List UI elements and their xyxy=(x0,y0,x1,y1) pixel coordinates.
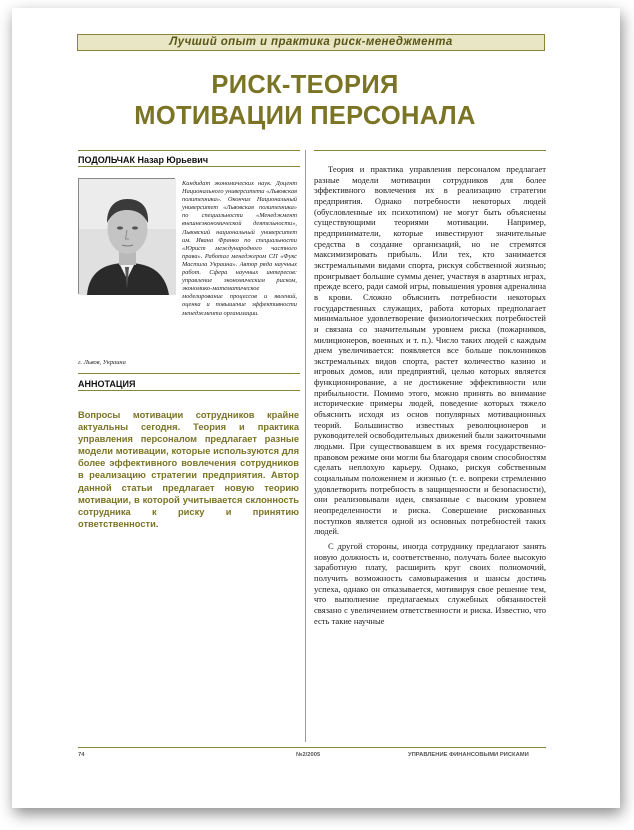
author-top-rule xyxy=(78,150,300,151)
column-divider xyxy=(305,150,306,742)
body-top-rule xyxy=(314,150,546,151)
body-paragraph-2: С другой стороны, иногда сотруднику предлагают занять новую должность и, соответственно, получать более высокую заработную плату, расширить круг своих полномочий, получить возможность самовыражения и шансы достичь успеха, однако он отказывается, мотивируя свое решение тем, что выполнение предлагаемых служебных обязанностей связано с увеличением ответственности и риска. Известно, что есть такие научные xyxy=(314,540,546,626)
section-header: Лучший опыт и практика риск-менеджмента xyxy=(77,34,545,51)
footer-journal: УПРАВЛЕНИЕ ФИНАНСОВЫМИ РИСКАМИ xyxy=(408,752,529,758)
article-title-line-1: РИСК-ТЕОРИЯ xyxy=(211,71,399,99)
author-name: ПОДОЛЬЧАК Назар Юрьевич xyxy=(78,155,209,165)
author-under-rule xyxy=(78,166,300,167)
annotation-text: Вопросы мотивации сотрудников крайне актуальны сегодня. Теория и практика управления персоналом предлагает разные модели мотивации, которые используются для более эффективного вовлечения сотрудников в реализацию стратегии предприятия. Автор данной статьи предлагает новую теорию мотивации, в которой учитывается склонность сотрудника к риску и принятию ответственности. xyxy=(78,410,299,529)
body-paragraph-1: Теория и практика управления персоналом предлагает разные модели мотивации сотрудников для более эффективного вовлечения их в реализацию стратегии предприятия. Однако потребности некоторых людей (обусловленные их психотипом) не могут быть объяснены существующими теориями мотивации. Например, предприниматели, которые инвестируют значительные средства в создание организаций, но не стремятся максимизировать прибыль. Или тех, кто занимается экстремальными видами спорта, рискуя собственной жизнью; проигрывает большие суммы денег, участвуя в азартных играх, прежде всего, ради самой игры, повышения уровня адреналина в крови. Сложно объяснить потребности некоторых государственных служащих, работа которых предполагает минимальное удовлетворение физиологических потребностей и связана со значительным уровнем риска (пожарников, милиционеров, военных и т. п.). Число таких людей с каждым днем увеличивается: появляется все больше поклонников экстремальных видов спорта, растет количество казино и игровых домов, или предприятий, целью которых является функционирование, а не достижение эффективности или прибыльности. Помимо этого, можно принять во внимание исторические примеры людей, поведение которых тяжело объяснить исходя из основ популярных мотивационных теорий. Большинство известных революционеров и руководителей освободительных движений были зажиточными людьми. При существовавшем в их время государственно-правовом режиме они могли бы благодаря своим способностям сделать неплохую карьеру. Однако, рискуя собственным социальным положением и жизнью (т. е. вопреки стремлению удовлетворить потребность в защищенности и безопасности), они реализовывали идеи, связанные с высоким уровнем неопределенности и риска. Совершение рискованных поступков является одной из основных потребностей таких людей. xyxy=(314,164,546,537)
author-location: г. Львов, Украина xyxy=(78,359,126,366)
author-bio: Кандидат экономических наук. Доцент Национального университета «Львовская политехника». Окончил Национальный университет «Львовская политехника» по специальности «Менеджмент внешнеэкономической деятельности», Львовский национальный университет им. Ивана Франко по специальности «Юрист международного частного права». Работал менеджером СП «Фукс Мастила Украина». Автор ряда научных работ. Сфера научных интересов: управление экономическим риском, экономико-математическое моделирование процессов и явлений, оценка и повышение эффективности менеджмента организации. xyxy=(182,180,297,317)
annotation-top-rule xyxy=(78,373,300,374)
portrait-image xyxy=(79,179,176,295)
author-photo xyxy=(78,178,175,294)
annotation-heading: АННОТАЦИЯ xyxy=(78,379,136,389)
footer-page-number: 74 xyxy=(78,752,85,758)
footer-rule xyxy=(78,747,546,748)
annotation-under-rule xyxy=(78,390,300,391)
footer-issue: №2/2005 xyxy=(296,752,321,758)
article-title-line-2: МОТИВАЦИИ ПЕРСОНАЛА xyxy=(134,102,476,130)
article-body xyxy=(314,164,546,626)
